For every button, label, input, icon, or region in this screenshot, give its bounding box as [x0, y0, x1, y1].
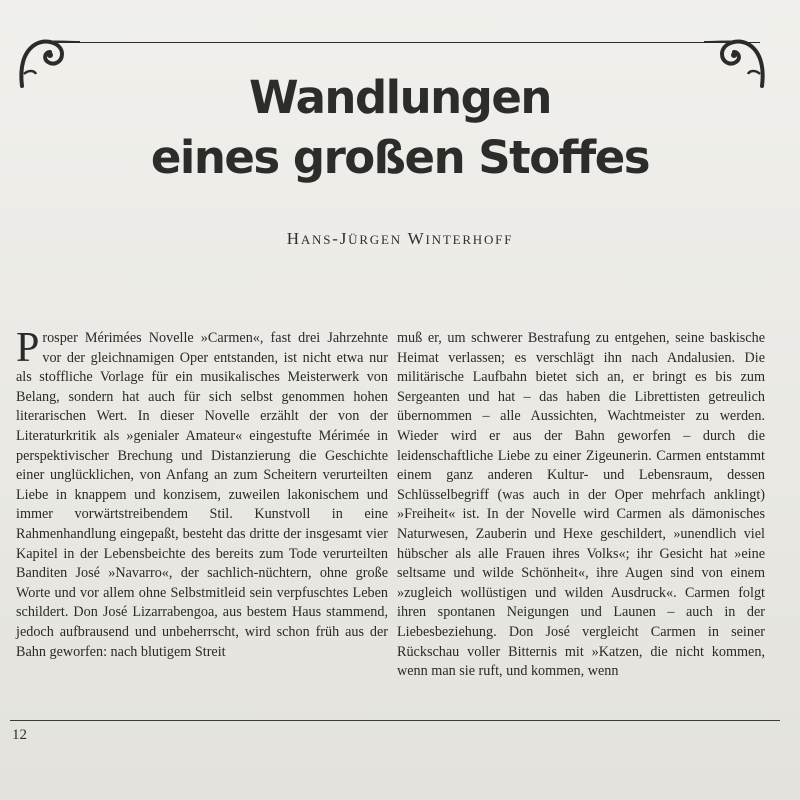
left-column-text: rosper Mérimées Novelle »Carmen«, fast drei Jahrzehnte vor der gleichnamigen Oper entstanden, ist nicht etwa nur als stoffliche Vorlage für ein musikalisches Meisterwerk von Belang, sondern hat auch für sich selbst genommen hohen literarischen Wert. In dieser Novelle erzählt der von der Literaturkritik als »genialer Amateur« eingestufte Mérimée in perspektivischer Brechung und Distanzierung die Geschichte einer unglücklichen, von Anfang an zum Scheitern verurteilten Liebe in knappem und konzisem, zuweilen lakonischem und immer vorwärtstreibendem Stil. Kunstvoll in eine Rahmenhandlung eingepaßt, besteht das dritte der insgesamt vier Kapitel in der Lebensbeichte des bereits zum Tode verurteilten Banditen José »Navarro«, der sachlich-nüchtern, ohne große Worte und vor allem ohne Selbstmitleid sein verpfuschtes Leben schildert. Don José Lizarrabengoa, aus bestem Haus stammend, jedoch aufbrausend und unbeherrscht, wird schon früh aus der Bahn geworfen: nach blutigem Streit	[16, 330, 388, 660]
top-rule	[40, 42, 760, 43]
title-line-2: eines großen Stoffes	[150, 131, 650, 184]
page-number: 12	[12, 727, 27, 743]
drop-cap: P	[16, 325, 40, 371]
author-byline: HANS-JÜRGEN WINTERHOFF	[286, 229, 514, 248]
article-column-left	[16, 325, 388, 662]
article-title	[0, 68, 800, 188]
bottom-rule	[10, 720, 780, 721]
title-line-1: Wandlungen	[249, 71, 551, 124]
article-column-right	[397, 329, 765, 682]
right-column-text: muß er, um schwerer Bestrafung zu entgehen, seine baskische Heimat verlassen; es verschlägt ihn nach Andalusien. Die militärische Laufbahn bietet sich an, er bringt es bis zum Sergeanten und hat – das haben die Librettisten getreulich übernommen – alle Aussichten, Wachtmeister zu werden. Wieder wird er aus der Bahn geworfen – durch die leidenschaftliche Liebe zu einer Zigeunerin. Carmen entstammt einem ganz anderen Kultur- und Lebensraum, dessen Schlüsselbegriff (was auch in der Oper mehrfach anklingt) »Freiheit« ist. In der Novelle wird Carmen als dämonisches Naturwesen, Zauberin und Hexe geschildert, »unendlich viel hübscher als alle Frauen ihres Volks«; ihr Gesicht hat »eine seltsame und wilde Schönheit«, ihre Augen sind von einem »zugleich wollüstigen und wilden Ausdruck«. Carmen folgt ihren spontanen Neigungen und Launen – auch in der Liebesbeziehung. Don José vergleicht Carmen in seiner Rückschau voller Bitternis mit »Katzen, die nicht kommen, wenn man sie ruft, und kommen, wenn	[397, 330, 765, 680]
